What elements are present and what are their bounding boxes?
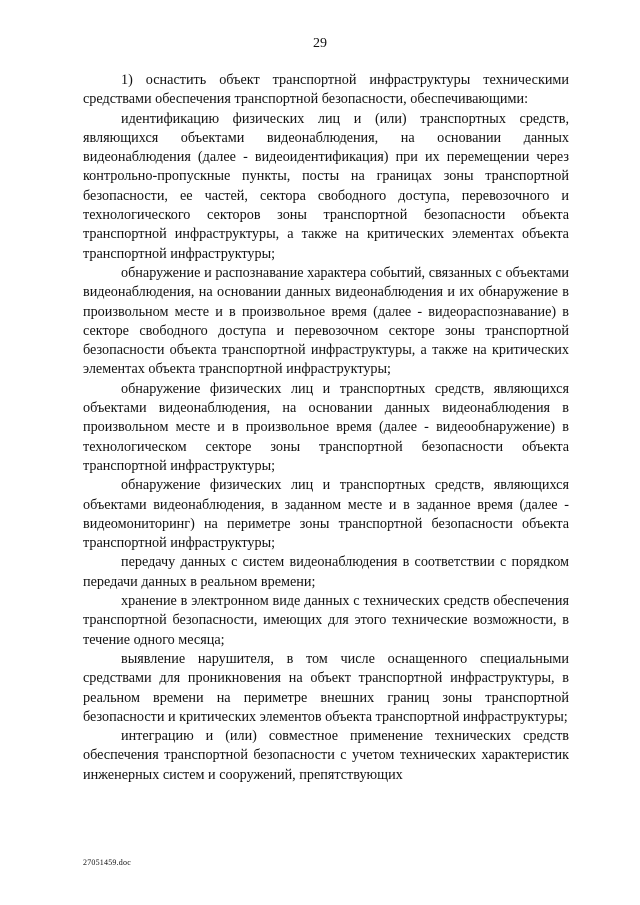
paragraph-integration: интеграцию и (или) совместное применение технических средств обеспечения транспортной безопасности с учетом технических характеристик инженерных систем и сооружений, препятствующих bbox=[83, 728, 569, 783]
paragraph-video-recognition: обнаружение и распознавание характера событий, связанных с объектами видеонаблюдения, на основании данных видеонаблюдения и их обнаружение в произвольном месте и в произвольное время (далее - видеораспознавание) в секторе свободного доступа и перевозочном секторе зоны транспортной безопасности объекта транспортной инфраструктуры, а также на критических элементах объекта транспортной инфраструктуры; bbox=[83, 264, 569, 378]
paragraph-video-monitoring: обнаружение физических лиц и транспортных средств, являющихся объектами видеонаблюдения, в заданном месте и в заданное время (далее - видеомониторинг) на периметре зоны транспортной безопасности объекта транспортной инфраструктуры; bbox=[83, 477, 569, 552]
paragraph-item-1: 1) оснастить объект транспортной инфраструктуры техническими средствами обеспечения транспортной безопасности, обеспечивающими: bbox=[83, 72, 569, 108]
paragraph-video-identification: идентификацию физических лиц и (или) транспортных средств, являющихся объектами видеонаблюдения, на основании данных видеонаблюдения (далее - видеоидентификация) при их перемещении через контрольно-пропускные пункты, посты на границах зоны транспортной безопасности, ее частей, сектора свободного доступа, перевозочного и технологического секторов зоны транспортной безопасности объекта транспортной инфраструктуры, а также на критических элементах объекта транспортной инфраструктуры; bbox=[83, 110, 569, 262]
paragraph-intruder-detection: выявление нарушителя, в том числе оснащенного специальными средствами для проникновения на объект транспортной инфраструктуры, в реальном времени на периметре внешних границ зоны транспортной безопасности и критических элементов объекта транспортной инфраструктуры; bbox=[83, 650, 569, 725]
document-body bbox=[83, 71, 569, 785]
page-number: 29 bbox=[313, 36, 327, 51]
paragraph-data-storage: хранение в электронном виде данных с технических средств обеспечения транспортной безопасности, имеющих для этого технические возможности, в течение одного месяца; bbox=[83, 593, 569, 648]
paragraph-video-detection: обнаружение физических лиц и транспортных средств, являющихся объектами видеонаблюдения, на основании данных видеонаблюдения в произвольном месте и в произвольное время (далее - видеообнаружение) в технологическом секторе зоны транспортной безопасности объекта транспортной инфраструктуры; bbox=[83, 380, 569, 474]
footer-filename: 27051459.doc bbox=[83, 858, 131, 867]
paragraph-data-transfer: передачу данных с систем видеонаблюдения в соответствии с порядком передачи данных в реальном времени; bbox=[83, 554, 569, 590]
